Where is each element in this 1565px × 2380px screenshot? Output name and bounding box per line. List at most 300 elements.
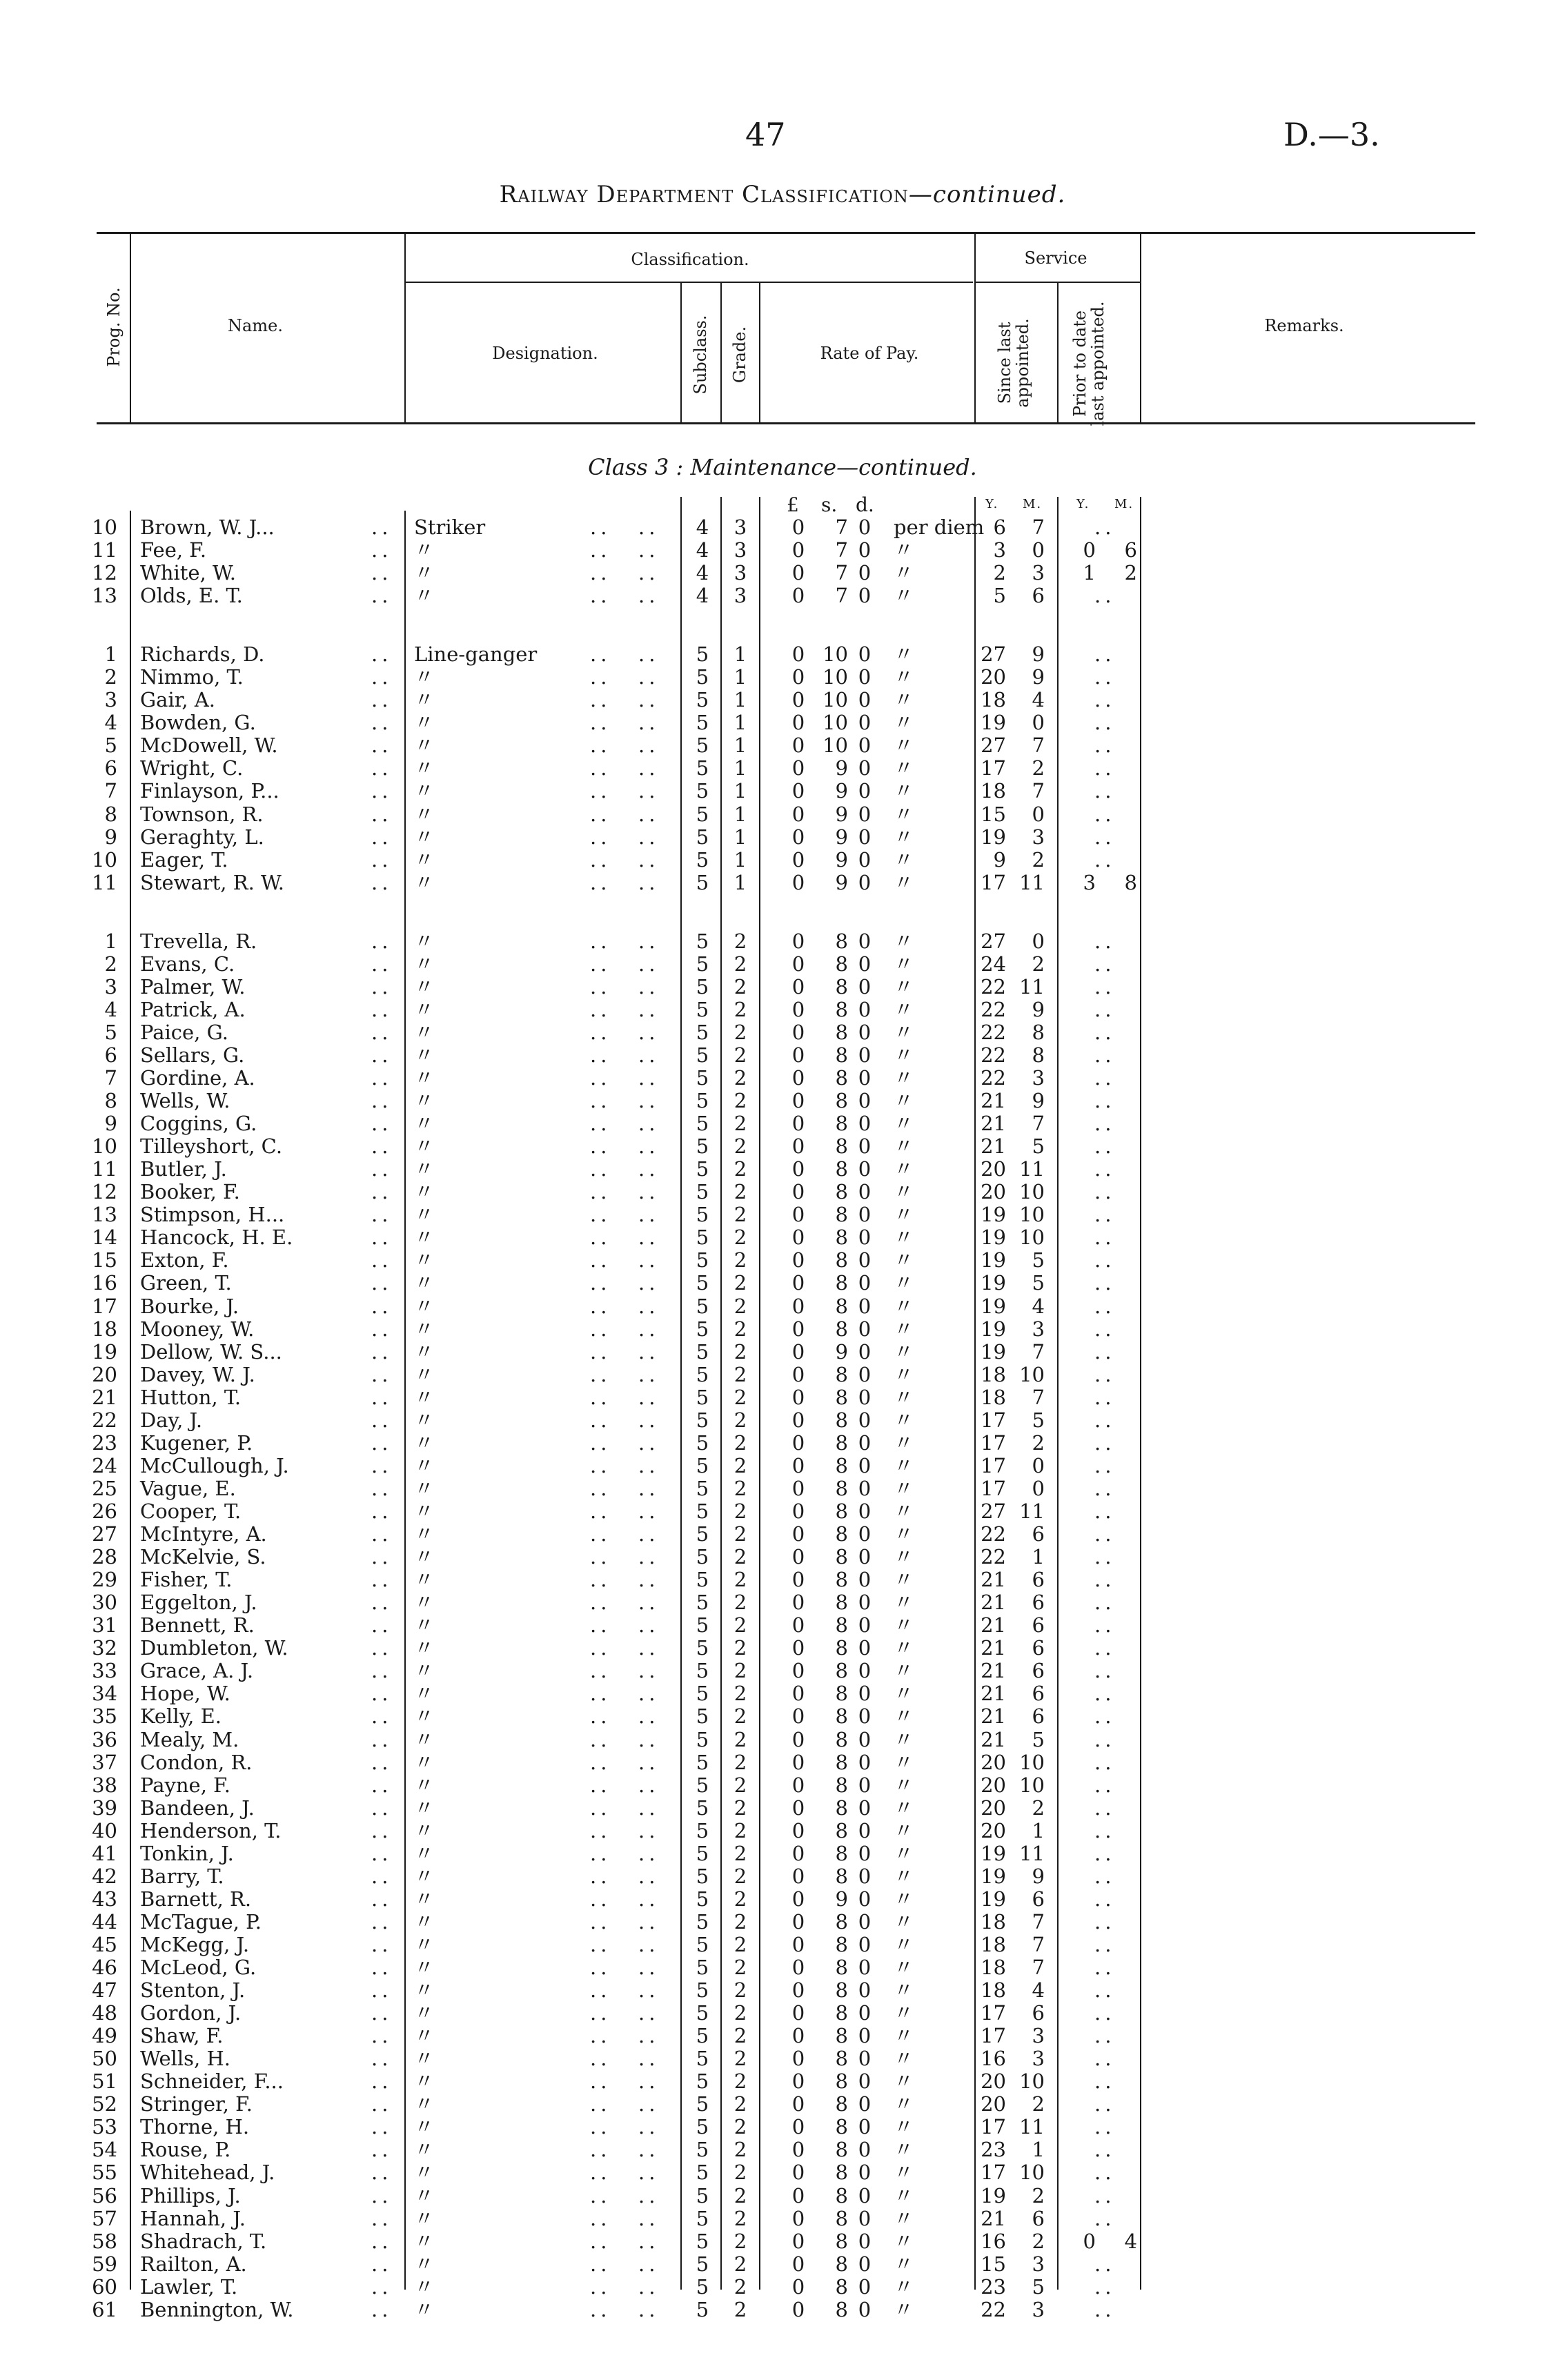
leader-dots: .. — [1094, 2207, 1116, 2230]
cell-d: 0 — [858, 2115, 872, 2138]
cell-desig: 〃 — [414, 1408, 435, 1432]
cell-d: 0 — [858, 1477, 872, 1500]
table-row — [0, 1797, 1565, 1819]
table-row — [0, 1523, 1565, 1545]
cell-prog: 59 — [92, 2252, 117, 2276]
leader-dots: .. — [590, 1295, 611, 1318]
leader-dots: .. — [590, 1751, 611, 1774]
cell-desig: 〃 — [414, 1248, 435, 1272]
leader-dots: .. — [590, 2092, 611, 2116]
col-header-since: Since last appointed. — [995, 318, 1032, 408]
cell-l: 0 — [791, 2001, 805, 2025]
leader-dots: .. — [638, 1431, 660, 1455]
table-row — [0, 1568, 1565, 1591]
table-row — [0, 1295, 1565, 1317]
cell-sy: 17 — [981, 871, 1006, 894]
cell-prog: 19 — [92, 1340, 117, 1364]
leader-dots: .. — [590, 1704, 611, 1728]
cell-name: Barnett, R. — [140, 1887, 252, 1911]
cell-desig: 〃 — [414, 1203, 435, 1226]
cell-s: 8 — [835, 1499, 848, 1523]
cell-d: 0 — [858, 1180, 872, 1203]
cell-prog: 2 — [104, 952, 117, 976]
leader-dots: .. — [1094, 2161, 1116, 2184]
cell-name: McKegg, J. — [140, 1933, 250, 1956]
table-row — [0, 1135, 1565, 1157]
cell-desig: 〃 — [414, 1978, 435, 2002]
leader-dots: .. — [638, 1180, 660, 1203]
table-row — [0, 757, 1565, 779]
cell-prog: 1 — [104, 930, 117, 953]
cell-per: 〃 — [894, 825, 914, 849]
cell-l: 0 — [791, 1728, 805, 1751]
leader-dots: .. — [371, 1933, 393, 1956]
cell-l: 0 — [791, 930, 805, 953]
leader-dots: .. — [638, 1066, 660, 1090]
cell-prog: 14 — [92, 1226, 117, 1249]
cell-l: 0 — [791, 1887, 805, 1911]
unit-years-since: Y. — [985, 497, 999, 511]
cell-l: 0 — [791, 1226, 805, 1249]
cell-l: 0 — [791, 1431, 805, 1455]
leader-dots: .. — [590, 1180, 611, 1203]
leader-dots: .. — [590, 2115, 611, 2138]
cell-per: 〃 — [894, 1613, 914, 1637]
cell-l: 0 — [791, 1477, 805, 1500]
leader-dots: .. — [590, 584, 611, 607]
cell-grade: 2 — [734, 2115, 747, 2138]
leader-dots: .. — [371, 2115, 393, 2138]
cell-l: 0 — [791, 1568, 805, 1591]
cell-per: 〃 — [894, 1408, 914, 1432]
cell-name: McCullough, J. — [140, 1454, 289, 1477]
cell-name: Richards, D. — [140, 642, 265, 666]
cell-prog: 29 — [92, 1568, 117, 1591]
leader-dots: .. — [638, 1842, 660, 1865]
leader-dots: .. — [590, 2047, 611, 2070]
cell-grade: 2 — [734, 2138, 747, 2161]
cell-sub: 5 — [696, 1751, 709, 1774]
cell-sy: 20 — [981, 1157, 1006, 1181]
leader-dots: .. — [371, 975, 393, 999]
leader-dots: .. — [638, 2001, 660, 2025]
cell-name: Green, T. — [140, 1271, 232, 1295]
cell-desig: 〃 — [414, 2184, 435, 2207]
cell-sub: 5 — [696, 1112, 709, 1135]
leader-dots: .. — [638, 1865, 660, 1888]
cell-sm: 6 — [1032, 1636, 1045, 1660]
cell-prog: 13 — [92, 584, 117, 607]
cell-name: Palmer, W. — [140, 975, 246, 999]
cell-desig: 〃 — [414, 2207, 435, 2230]
cell-s: 8 — [835, 1865, 848, 1888]
cell-sy: 22 — [981, 1043, 1006, 1067]
table-row — [0, 689, 1565, 711]
cell-s: 7 — [835, 561, 848, 584]
cell-grade: 3 — [734, 584, 747, 607]
leader-dots: .. — [1094, 734, 1116, 757]
cell-sy: 17 — [981, 756, 1006, 780]
cell-d: 0 — [858, 2047, 872, 2070]
cell-per: 〃 — [894, 1134, 914, 1158]
leader-dots: .. — [371, 848, 393, 872]
leader-dots: .. — [1094, 930, 1116, 953]
cell-sy: 24 — [981, 952, 1006, 976]
leader-dots: .. — [590, 1956, 611, 1979]
cell-l: 0 — [791, 1271, 805, 1295]
cell-sy: 18 — [981, 1910, 1006, 1934]
leader-dots: .. — [590, 2275, 611, 2299]
leader-dots: .. — [1094, 2024, 1116, 2047]
cell-sm: 6 — [1032, 1613, 1045, 1637]
leader-dots: .. — [1094, 1910, 1116, 1934]
cell-desig: 〃 — [414, 1751, 435, 1774]
cell-s: 10 — [823, 734, 848, 757]
leader-dots: .. — [1094, 1477, 1116, 1500]
cell-per: 〃 — [894, 1956, 914, 1979]
cell-name: Butler, J. — [140, 1157, 227, 1181]
cell-s: 8 — [835, 1089, 848, 1112]
cell-desig: 〃 — [414, 1226, 435, 1249]
cell-d: 0 — [858, 1271, 872, 1295]
cell-grade: 2 — [734, 1865, 747, 1888]
cell-grade: 2 — [734, 1431, 747, 1455]
cell-per: 〃 — [894, 538, 914, 562]
cell-s: 8 — [835, 2184, 848, 2207]
cell-d: 0 — [858, 561, 872, 584]
cell-grade: 2 — [734, 2001, 747, 2025]
cell-desig: 〃 — [414, 538, 435, 562]
cell-sm: 0 — [1032, 1454, 1045, 1477]
cell-sy: 20 — [981, 1796, 1006, 1820]
cell-d: 0 — [858, 1819, 872, 1842]
leader-dots: .. — [1094, 2092, 1116, 2116]
cell-l: 0 — [791, 2115, 805, 2138]
leader-dots: .. — [1094, 1226, 1116, 1249]
table-row — [0, 711, 1565, 734]
table-row — [0, 1181, 1565, 1203]
leader-dots: .. — [1094, 1956, 1116, 1979]
cell-name: Evans, C. — [140, 952, 235, 976]
table-row — [0, 1067, 1565, 1089]
cell-per: 〃 — [894, 2298, 914, 2321]
table-row — [0, 1112, 1565, 1134]
leader-dots: .. — [1094, 1134, 1116, 1158]
cell-name: Gordon, J. — [140, 2001, 242, 2025]
cell-prog: 17 — [92, 1295, 117, 1318]
cell-per: 〃 — [894, 2001, 914, 2025]
leader-dots: .. — [590, 1203, 611, 1226]
leader-dots: .. — [638, 1317, 660, 1341]
cell-sm: 3 — [1032, 825, 1045, 849]
cell-d: 0 — [858, 1613, 872, 1637]
col-header-grade: Grade. — [730, 326, 749, 384]
leader-dots: .. — [590, 1317, 611, 1341]
table-row — [0, 1432, 1565, 1454]
cell-l: 0 — [791, 1112, 805, 1135]
unit-months-prior: M. — [1114, 497, 1134, 511]
leader-dots: .. — [1094, 1682, 1116, 1705]
cell-desig: 〃 — [414, 2024, 435, 2047]
leader-dots: .. — [590, 1522, 611, 1546]
leader-dots: .. — [1094, 1819, 1116, 1842]
cell-l: 0 — [791, 1659, 805, 1682]
cell-sub: 5 — [696, 1454, 709, 1477]
cell-name: Stringer, F. — [140, 2092, 253, 2116]
cell-d: 0 — [858, 1751, 872, 1774]
cell-sub: 5 — [696, 975, 709, 999]
cell-sy: 19 — [981, 1865, 1006, 1888]
cell-sy: 5 — [993, 584, 1006, 607]
cell-s: 8 — [835, 1545, 848, 1568]
table-row — [0, 1888, 1565, 1910]
cell-l: 0 — [791, 538, 805, 562]
cell-prog: 3 — [104, 688, 117, 711]
cell-s: 8 — [835, 2092, 848, 2116]
leader-dots: .. — [638, 1819, 660, 1842]
table-row — [0, 1820, 1565, 1842]
cell-s: 8 — [835, 930, 848, 953]
cell-pm: 4 — [1124, 2230, 1137, 2253]
leader-dots: .. — [371, 1499, 393, 1523]
cell-sy: 19 — [981, 711, 1006, 734]
cell-d: 0 — [858, 2298, 872, 2321]
leader-dots: .. — [1094, 1340, 1116, 1364]
cell-sub: 5 — [696, 1659, 709, 1682]
cell-per: 〃 — [894, 2138, 914, 2161]
leader-dots: .. — [638, 2092, 660, 2116]
unit-pence: d. — [856, 493, 874, 516]
cell-grade: 1 — [734, 756, 747, 780]
leader-dots: .. — [1094, 1089, 1116, 1112]
cell-name: Cooper, T. — [140, 1499, 242, 1523]
leader-dots: .. — [1094, 779, 1116, 803]
leader-dots: .. — [371, 2069, 393, 2093]
cell-d: 0 — [858, 2275, 872, 2299]
cell-prog: 8 — [104, 803, 117, 826]
cell-prog: 6 — [104, 1043, 117, 1067]
leader-dots: .. — [590, 2024, 611, 2047]
cell-s: 8 — [835, 1933, 848, 1956]
col-header-name: Name. — [228, 316, 283, 335]
leader-dots: .. — [638, 688, 660, 711]
cell-d: 0 — [858, 688, 872, 711]
leader-dots: .. — [590, 1910, 611, 1934]
cell-grade: 2 — [734, 1773, 747, 1797]
cell-l: 0 — [791, 1842, 805, 1865]
cell-s: 8 — [835, 1248, 848, 1272]
cell-sub: 5 — [696, 1408, 709, 1432]
cell-sm: 1 — [1032, 1819, 1045, 1842]
cell-sy: 22 — [981, 1066, 1006, 1090]
cell-l: 0 — [791, 2298, 805, 2321]
cell-grade: 2 — [734, 1728, 747, 1751]
cell-d: 0 — [858, 1591, 872, 1614]
leader-dots: .. — [1094, 1180, 1116, 1203]
leader-dots: .. — [638, 1704, 660, 1728]
cell-sm: 5 — [1032, 1134, 1045, 1158]
cell-prog: 41 — [92, 1842, 117, 1865]
cell-d: 0 — [858, 2069, 872, 2093]
cell-s: 8 — [835, 1773, 848, 1797]
cell-prog: 11 — [92, 871, 117, 894]
leader-dots: .. — [638, 1203, 660, 1226]
cell-prog: 16 — [92, 1271, 117, 1295]
cell-sm: 5 — [1032, 1271, 1045, 1295]
cell-sub: 5 — [696, 1134, 709, 1158]
cell-sub: 5 — [696, 1728, 709, 1751]
cell-desig: Striker — [414, 515, 486, 539]
cell-sy: 17 — [981, 2115, 1006, 2138]
cell-grade: 2 — [734, 1933, 747, 1956]
leader-dots: .. — [371, 1043, 393, 1067]
cell-grade: 2 — [734, 2207, 747, 2230]
cell-sub: 5 — [696, 1842, 709, 1865]
leader-dots: .. — [590, 1112, 611, 1135]
cell-per: 〃 — [894, 1819, 914, 1842]
cell-per: 〃 — [894, 1477, 914, 1500]
cell-sy: 20 — [981, 665, 1006, 689]
cell-per: 〃 — [894, 561, 914, 584]
cell-py: 0 — [1083, 2230, 1096, 2253]
cell-sy: 19 — [981, 1317, 1006, 1341]
cell-grade: 2 — [734, 1248, 747, 1272]
cell-name: Bandeen, J. — [140, 1796, 255, 1820]
cell-prog: 13 — [92, 1203, 117, 1226]
cell-prog: 6 — [104, 756, 117, 780]
cell-sm: 0 — [1032, 1477, 1045, 1500]
cell-desig: 〃 — [414, 734, 435, 757]
leader-dots: .. — [590, 1773, 611, 1797]
leader-dots: .. — [371, 1659, 393, 1682]
cell-desig: 〃 — [414, 1865, 435, 1888]
leader-dots: .. — [371, 1134, 393, 1158]
cell-sm: 10 — [1019, 1226, 1045, 1249]
cell-pm: 8 — [1124, 871, 1137, 894]
cell-d: 0 — [858, 711, 872, 734]
cell-per: 〃 — [894, 1636, 914, 1660]
cell-s: 9 — [835, 848, 848, 872]
cell-grade: 2 — [734, 1956, 747, 1979]
cell-sm: 4 — [1032, 688, 1045, 711]
cell-sm: 2 — [1032, 756, 1045, 780]
cell-d: 0 — [858, 975, 872, 999]
leader-dots: .. — [371, 1591, 393, 1614]
table-row — [0, 539, 1565, 561]
cell-s: 8 — [835, 2230, 848, 2253]
leader-dots: .. — [1094, 2115, 1116, 2138]
cell-prog: 10 — [92, 1134, 117, 1158]
leader-dots: .. — [638, 871, 660, 894]
cell-sub: 5 — [696, 2161, 709, 2184]
cell-name: Fee, F. — [140, 538, 207, 562]
cell-s: 10 — [823, 665, 848, 689]
cell-sub: 5 — [696, 1248, 709, 1272]
cell-name: Barry, T. — [140, 1865, 224, 1888]
cell-sm: 11 — [1019, 1157, 1045, 1181]
cell-sm: 2 — [1032, 1431, 1045, 1455]
table-row — [0, 1341, 1565, 1363]
table-row — [0, 2276, 1565, 2298]
table-row — [0, 1455, 1565, 1477]
cell-per: 〃 — [894, 711, 914, 734]
cell-l: 0 — [791, 1408, 805, 1432]
cell-d: 0 — [858, 584, 872, 607]
cell-l: 0 — [791, 1751, 805, 1774]
leader-dots: .. — [638, 2161, 660, 2184]
cell-name: Dellow, W. S... — [140, 1340, 282, 1364]
cell-sy: 17 — [981, 2024, 1006, 2047]
table-row — [0, 1934, 1565, 1956]
table-row — [0, 1911, 1565, 1933]
table-row — [0, 1249, 1565, 1271]
cell-sm: 6 — [1032, 1682, 1045, 1705]
cell-sm: 9 — [1032, 665, 1045, 689]
leader-dots: .. — [1094, 688, 1116, 711]
cell-prog: 36 — [92, 1728, 117, 1751]
cell-sy: 19 — [981, 1842, 1006, 1865]
cell-sy: 21 — [981, 1728, 1006, 1751]
cell-sm: 10 — [1019, 1773, 1045, 1797]
cell-l: 0 — [791, 1203, 805, 1226]
cell-s: 8 — [835, 1568, 848, 1591]
leader-dots: .. — [638, 2184, 660, 2207]
cell-name: Patrick, A. — [140, 998, 246, 1021]
leader-dots: .. — [590, 1340, 611, 1364]
cell-per: 〃 — [894, 1271, 914, 1295]
cell-desig: 〃 — [414, 1773, 435, 1797]
cell-s: 9 — [835, 803, 848, 826]
cell-name: Eager, T. — [140, 848, 228, 872]
cell-name: Finlayson, P... — [140, 779, 279, 803]
leader-dots: .. — [638, 1522, 660, 1546]
cell-name: Brown, W. J... — [140, 515, 275, 539]
cell-desig: 〃 — [414, 779, 435, 803]
cell-sm: 7 — [1032, 1956, 1045, 1979]
cell-s: 8 — [835, 2207, 848, 2230]
leader-dots: .. — [638, 1157, 660, 1181]
cell-d: 0 — [858, 2230, 872, 2253]
col-header-remarks: Remarks. — [1264, 316, 1344, 335]
leader-dots: .. — [590, 1933, 611, 1956]
cell-grade: 2 — [734, 1545, 747, 1568]
cell-l: 0 — [791, 1021, 805, 1044]
leader-dots: .. — [371, 1112, 393, 1135]
cell-s: 8 — [835, 1613, 848, 1637]
cell-prog: 25 — [92, 1477, 117, 1500]
cell-d: 0 — [858, 1066, 872, 1090]
cell-desig: 〃 — [414, 1340, 435, 1364]
leader-dots: .. — [590, 975, 611, 999]
cell-s: 10 — [823, 642, 848, 666]
cell-l: 0 — [791, 779, 805, 803]
cell-name: McLeod, G. — [140, 1956, 257, 1979]
cell-prog: 32 — [92, 1636, 117, 1660]
leader-dots: .. — [1094, 1112, 1116, 1135]
leader-dots: .. — [1094, 1043, 1116, 1067]
leader-dots: .. — [371, 2092, 393, 2116]
cell-s: 10 — [823, 711, 848, 734]
table-row — [0, 803, 1565, 825]
cell-sm: 7 — [1032, 779, 1045, 803]
cell-sub: 5 — [696, 1295, 709, 1318]
cell-grade: 3 — [734, 538, 747, 562]
cell-grade: 2 — [734, 1454, 747, 1477]
cell-desig: 〃 — [414, 1066, 435, 1090]
cell-sy: 18 — [981, 779, 1006, 803]
leader-dots: .. — [590, 803, 611, 826]
cell-desig: 〃 — [414, 930, 435, 953]
